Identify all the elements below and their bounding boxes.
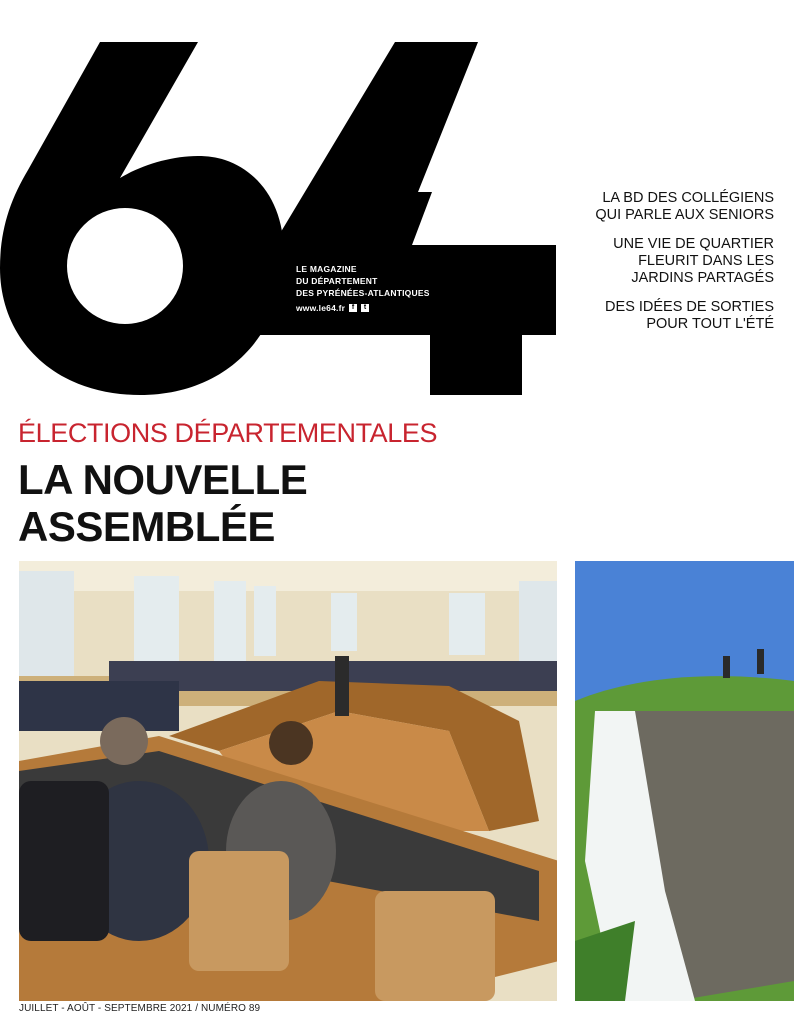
issue-info: JUILLET - AOÛT - SEPTEMBRE 2021 / NUMÉRO 89 <box>19 1003 261 1014</box>
person-left-head <box>100 717 148 765</box>
chair <box>375 891 495 1001</box>
window <box>254 586 276 656</box>
window <box>214 581 246 661</box>
speaker-figure <box>335 656 349 716</box>
logo-six-counter <box>67 208 183 324</box>
tagline-line: DU DÉPARTEMENT <box>296 276 378 286</box>
tagline-line: DES PYRÉNÉES-ATLANTIQUES <box>296 288 430 298</box>
teaser-item[interactable] <box>494 299 774 333</box>
website-url[interactable]: www.le64.fr <box>296 303 346 313</box>
facebook-icon[interactable]: f <box>349 304 357 312</box>
audience-row <box>19 681 179 731</box>
teaser-line: UNE VIE DE QUARTIER <box>613 236 774 252</box>
hiker <box>757 649 764 674</box>
teaser-item[interactable] <box>494 190 774 224</box>
window <box>19 571 74 681</box>
hiker <box>723 656 730 678</box>
teaser-line: JARDINS PARTAGÉS <box>631 270 774 286</box>
headline-line: ASSEMBLÉE <box>18 503 275 550</box>
magazine-tagline <box>296 263 430 314</box>
teaser-line: DES IDÉES DE SORTIES <box>605 299 774 315</box>
chair <box>19 781 109 941</box>
chair <box>189 851 289 971</box>
tagline-line: LE MAGAZINE <box>296 264 357 274</box>
person-right-head <box>269 721 313 765</box>
teaser-item[interactable] <box>494 236 774 287</box>
window <box>134 576 179 671</box>
headline-line: LA NOUVELLE <box>18 456 308 503</box>
cover-teasers <box>494 190 774 345</box>
window <box>331 593 357 651</box>
teaser-line: QUI PARLE AUX SENIORS <box>595 207 774 223</box>
window <box>519 581 557 671</box>
assembly-chamber-photo <box>19 561 557 1001</box>
cover-kicker: ÉLECTIONS DÉPARTEMENTALES <box>18 418 438 448</box>
twitter-icon[interactable]: t <box>361 304 369 312</box>
window <box>449 593 485 655</box>
waterfall-photo <box>575 561 794 1001</box>
teaser-line: FLEURIT DANS LES <box>638 253 774 269</box>
magazine-logo <box>0 0 560 400</box>
cover-headline[interactable] <box>18 456 307 550</box>
teaser-line: LA BD DES COLLÉGIENS <box>602 190 774 206</box>
teaser-line: POUR TOUT L'ÉTÉ <box>646 316 774 332</box>
chamber-ceiling <box>19 561 557 591</box>
